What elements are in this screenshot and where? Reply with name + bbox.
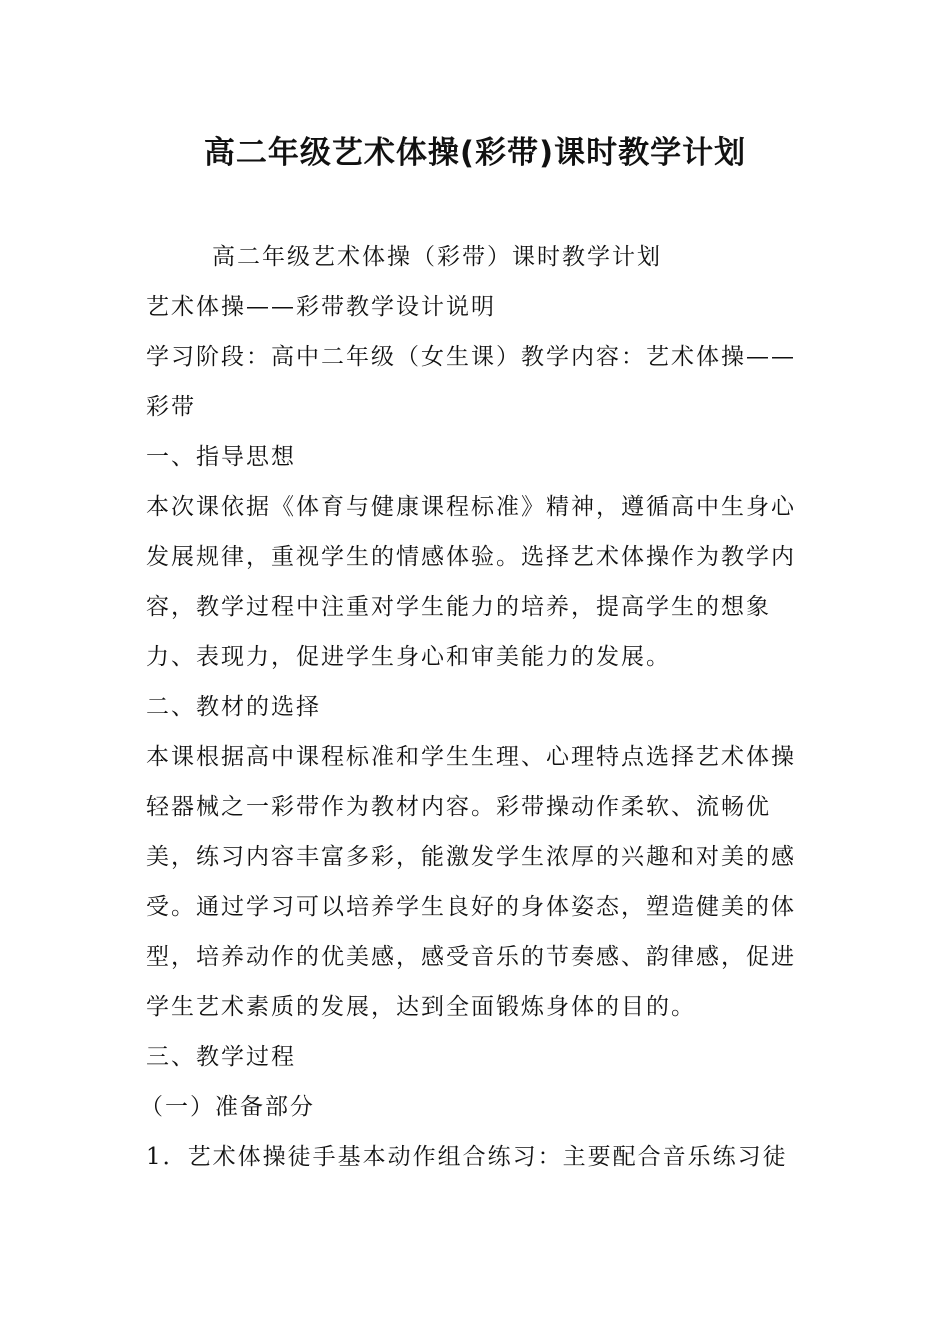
subtitle-paragraph: 高二年级艺术体操（彩带）课时教学计划: [212, 244, 662, 270]
paragraph: 学习阶段：高中二年级（女生课）教学内容：艺术体操——彩带: [146, 344, 796, 420]
paragraph: 艺术体操——彩带教学设计说明: [146, 294, 496, 320]
section-heading: 一、指导思想: [146, 444, 296, 470]
paragraph: 本次课依据《体育与健康课程标准》精神，遵循高中生身心发展规律，重视学生的情感体验。选择艺术体操作为教学内容，教学过程中注重对学生能力的培养，提高学生的想象力、表现力，促进学生身心和审美能力的发展。: [146, 494, 796, 670]
document-title: 高二年级艺术体操(彩带)课时教学计划: [203, 135, 747, 171]
paragraph: 1．艺术体操徒手基本动作组合练习：主要配合音乐练习徒: [146, 1144, 788, 1170]
section-heading: 二、教材的选择: [146, 694, 321, 720]
document-body: [140, 232, 806, 1182]
subsection-heading: （一）准备部分: [140, 1094, 315, 1120]
section-heading: 三、教学过程: [146, 1044, 296, 1070]
paragraph: 本课根据高中课程标准和学生生理、心理特点选择艺术体操轻器械之一彩带作为教材内容。彩带操动作柔软、流畅优美，练习内容丰富多彩，能激发学生浓厚的兴趣和对美的感受。通过学习可以培养学生良好的身体姿态，塑造健美的体型，培养动作的优美感，感受音乐的节奏感、韵律感，促进学生艺术素质的发展，达到全面锻炼身体的目的。: [146, 744, 796, 1020]
